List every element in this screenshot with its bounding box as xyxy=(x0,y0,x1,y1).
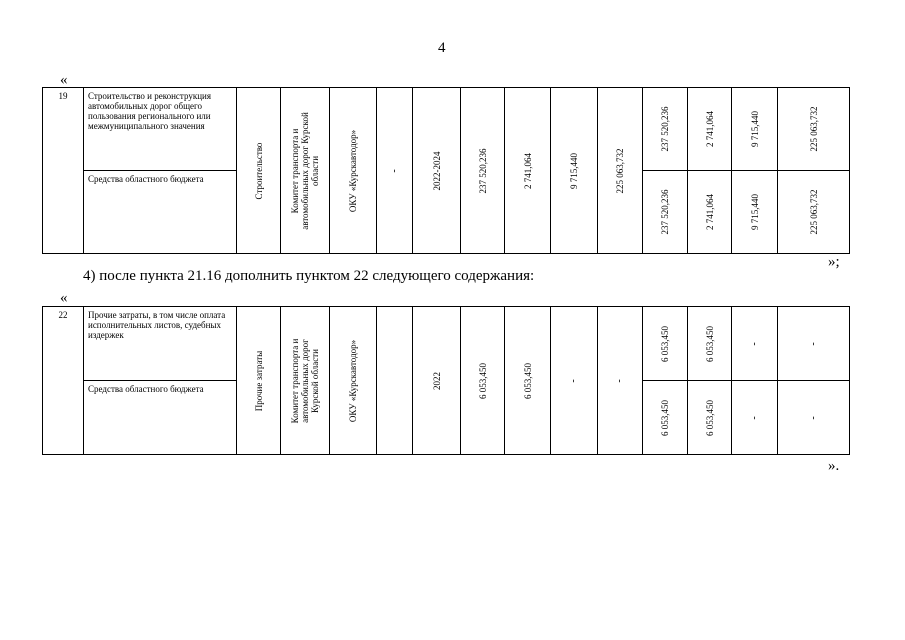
top-total: 6 053,450 xyxy=(660,325,670,362)
funding-source: Средства областного бюджета xyxy=(84,171,237,254)
open-quote-2: « xyxy=(60,290,68,306)
empty-col-cell xyxy=(377,307,413,455)
empty-col-value: - xyxy=(388,168,400,173)
top-total: 237 520,236 xyxy=(660,106,670,152)
total-cell xyxy=(461,307,505,455)
top-2024-cell xyxy=(778,88,850,171)
program-table-row-22 xyxy=(42,306,850,455)
year-2024: - xyxy=(614,378,625,383)
top-2022-cell xyxy=(688,307,732,381)
measure-name: Строительство и реконструкция автомобильных дорог общего пользования регионального или межмуниципального значения xyxy=(84,88,237,171)
year-2022: 6 053,450 xyxy=(522,362,533,399)
top-2024-cell xyxy=(778,307,850,381)
agency-cell xyxy=(281,307,330,455)
year-2023: - xyxy=(568,378,579,383)
bottom-total: 237 520,236 xyxy=(660,189,670,235)
top-total-cell xyxy=(643,307,688,381)
bottom-2024: - xyxy=(807,415,819,420)
top-2023: 9 715,440 xyxy=(749,111,760,147)
executor-cell xyxy=(330,88,377,254)
amendment-heading: 4) после пункта 21.16 дополнить пунктом 22 следующего содержания: xyxy=(83,268,535,284)
bottom-2023-cell xyxy=(732,171,778,254)
period: 2022 xyxy=(431,371,442,390)
total: 6 053,450 xyxy=(477,362,488,399)
year-2023-cell xyxy=(551,307,598,455)
top-2023-cell xyxy=(732,307,778,381)
bottom-2022-cell xyxy=(688,171,732,254)
responsible-agency: Комитет транспорта и автомобильных дорог Курской области xyxy=(290,338,320,423)
executor: ОКУ «Курскавтодор» xyxy=(348,339,358,422)
measure-name: Прочие затраты, в том числе оплата исполнительных листов, судебных издержек xyxy=(84,307,237,381)
work-type: Прочие затраты xyxy=(253,350,264,411)
bottom-2023-cell xyxy=(732,381,778,455)
bottom-2023: 9 715,440 xyxy=(749,194,760,230)
work-type-cell xyxy=(237,307,281,455)
work-type-cell xyxy=(237,88,281,254)
top-2023: - xyxy=(748,341,760,346)
bottom-total: 6 053,450 xyxy=(660,399,670,436)
period: 2022-2024 xyxy=(431,151,442,190)
close-quote-1: »; xyxy=(828,254,840,270)
total: 237 520,236 xyxy=(477,148,488,193)
bottom-2023: - xyxy=(748,415,760,420)
period-cell xyxy=(413,88,461,254)
agency-cell xyxy=(281,88,330,254)
period-cell xyxy=(413,307,461,455)
bottom-2022-cell xyxy=(688,381,732,455)
top-2022: 2 741,064 xyxy=(704,111,715,147)
bottom-total-cell xyxy=(643,171,688,254)
responsible-agency: Комитет транспорта и автомобильных дорог Курской области xyxy=(290,111,320,230)
funding-source: Средства областного бюджета xyxy=(84,381,237,455)
bottom-total-cell xyxy=(643,381,688,455)
year-2024-cell xyxy=(598,307,643,455)
top-2024: - xyxy=(807,341,819,346)
bottom-2022: 6 053,450 xyxy=(704,399,715,436)
top-2022: 6 053,450 xyxy=(704,325,715,362)
bottom-2024-cell xyxy=(778,381,850,455)
bottom-2022: 2 741,064 xyxy=(704,194,715,230)
total-cell xyxy=(461,88,505,254)
year-2024: 225 063,732 xyxy=(615,148,625,193)
row-number: 19 xyxy=(43,88,84,254)
close-quote-2: ». xyxy=(828,458,840,474)
program-table-row-19 xyxy=(42,87,850,254)
executor-cell xyxy=(330,307,377,455)
work-type: Строительство xyxy=(253,142,264,199)
page-number: 4 xyxy=(438,40,446,56)
empty-col-cell xyxy=(377,88,413,254)
year-2023-cell xyxy=(551,88,598,254)
year-2022-cell xyxy=(505,307,551,455)
bottom-2024-cell xyxy=(778,171,850,254)
top-2024: 225 063,732 xyxy=(808,106,819,152)
row-number: 22 xyxy=(43,307,84,455)
top-total-cell xyxy=(643,88,688,171)
bottom-2024: 225 063,732 xyxy=(808,189,819,235)
open-quote-1: « xyxy=(60,72,68,88)
year-2022-cell xyxy=(505,88,551,254)
top-2023-cell xyxy=(732,88,778,171)
year-2024-cell xyxy=(598,88,643,254)
executor: ОКУ «Курскавтодор» xyxy=(348,129,358,212)
top-2022-cell xyxy=(688,88,732,171)
year-2022: 2 741,064 xyxy=(522,152,533,189)
year-2023: 9 715,440 xyxy=(569,152,579,189)
